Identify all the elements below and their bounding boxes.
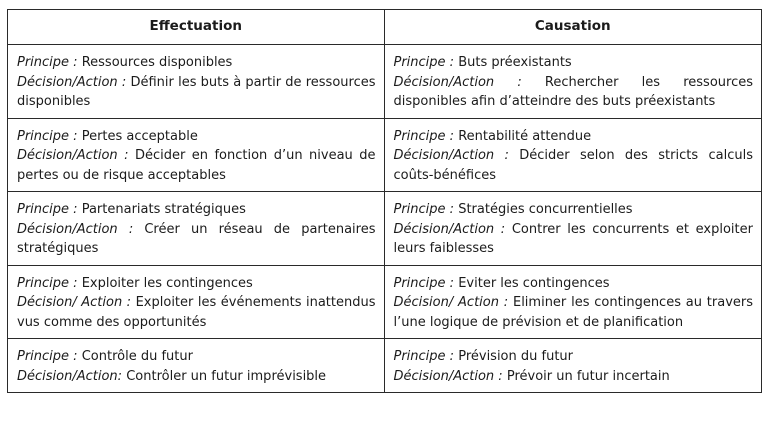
header-effectuation: Effectuation [8, 10, 385, 45]
principle-text: Partenariats stratégiques [81, 202, 246, 217]
action-line [17, 293, 376, 332]
effectuation-cell [8, 192, 385, 266]
action-text: Exploiter les événements inattendus vus comme des opportunités [17, 295, 376, 330]
header-causation: Causation [384, 10, 762, 45]
principle-line [394, 127, 754, 147]
action-line [17, 73, 376, 112]
principle-line [17, 347, 376, 367]
principle-text: Pertes acceptable [81, 128, 198, 144]
action-text: Rechercher les ressources disponibles afin d’atteindre des buts préexistants [393, 74, 753, 109]
principle-text: Buts préexistants [458, 55, 572, 70]
principle-line [394, 200, 754, 220]
principle-text: Rentabilité attendue [458, 128, 592, 144]
action-label: Décision/Action : [17, 221, 134, 237]
action-label: Décision/Action : [17, 148, 129, 163]
principle-text: Contrôle du futur [81, 349, 193, 364]
action-text: Décider en fonction d’un niveau de pertes ou de risque acceptables [17, 148, 376, 183]
action-line [394, 146, 754, 185]
table-row [8, 265, 762, 339]
principle-label: Principe : [393, 202, 455, 217]
principle-label: Principe : [393, 55, 455, 70]
principle-text: Ressources disponibles [81, 55, 233, 70]
comparison-table [7, 9, 762, 393]
causation-cell [384, 192, 762, 266]
principle-text: Exploiter les contingences [81, 275, 253, 291]
action-line [17, 220, 376, 259]
action-label: Décision/ Action : [393, 295, 509, 310]
action-label: Décision/Action : [17, 74, 127, 90]
principle-text: Stratégies concurrentielles [458, 202, 633, 217]
principle-label: Principe : [393, 275, 455, 291]
principle-text: Eviter les contingences [458, 275, 610, 291]
causation-cell [384, 265, 762, 339]
principle-label: Principe : [17, 55, 78, 70]
action-text: Décider selon des stricts calculs coûts-bénéfices [393, 148, 753, 183]
table-row [8, 192, 762, 266]
table-row [8, 118, 762, 192]
effectuation-cell [8, 45, 385, 119]
action-line [394, 73, 754, 112]
principle-line [394, 274, 754, 294]
action-line [17, 367, 376, 387]
principle-line [17, 274, 376, 294]
table-row [8, 339, 762, 393]
action-label: Décision/Action : [393, 368, 503, 384]
principle-line [17, 200, 376, 220]
principle-line [394, 53, 754, 73]
action-label: Décision/Action : [393, 148, 509, 163]
causation-cell [384, 118, 762, 192]
action-text: Contrôler un futur imprévisible [126, 368, 327, 384]
principle-label: Principe : [393, 128, 455, 144]
action-line [17, 146, 376, 185]
action-text: Créer un réseau de partenaires stratégiques [17, 221, 376, 256]
action-label: Décision/Action : [393, 74, 522, 90]
effectuation-cell [8, 265, 385, 339]
principle-line [394, 347, 754, 367]
action-label: Décision/ Action : [17, 295, 132, 310]
action-line [394, 293, 754, 332]
causation-cell [384, 45, 762, 119]
causation-cell [384, 339, 762, 393]
principle-label: Principe : [393, 349, 455, 364]
principle-label: Principe : [17, 349, 78, 364]
effectuation-cell [8, 118, 385, 192]
principle-line [17, 53, 376, 73]
action-text: Prévoir un futur incertain [506, 368, 670, 384]
principle-label: Principe : [17, 202, 78, 217]
action-line [394, 367, 754, 387]
principle-label: Principe : [17, 275, 78, 291]
header-row [8, 10, 762, 45]
action-label: Décision/Action: [17, 368, 123, 384]
principle-text: Prévision du futur [458, 349, 574, 364]
principle-label: Principe : [17, 128, 78, 144]
action-label: Décision/Action : [393, 221, 506, 237]
action-text: Contrer les concurrents et exploiter leurs faiblesses [393, 221, 753, 256]
principle-line [17, 127, 376, 147]
table-row [8, 45, 762, 119]
action-text: Eliminer les contingences au travers l’une logique de prévision et de planification [393, 295, 754, 330]
action-line [394, 220, 754, 259]
action-text: Définir les buts à partir de ressources disponibles [17, 74, 376, 109]
effectuation-cell [8, 339, 385, 393]
